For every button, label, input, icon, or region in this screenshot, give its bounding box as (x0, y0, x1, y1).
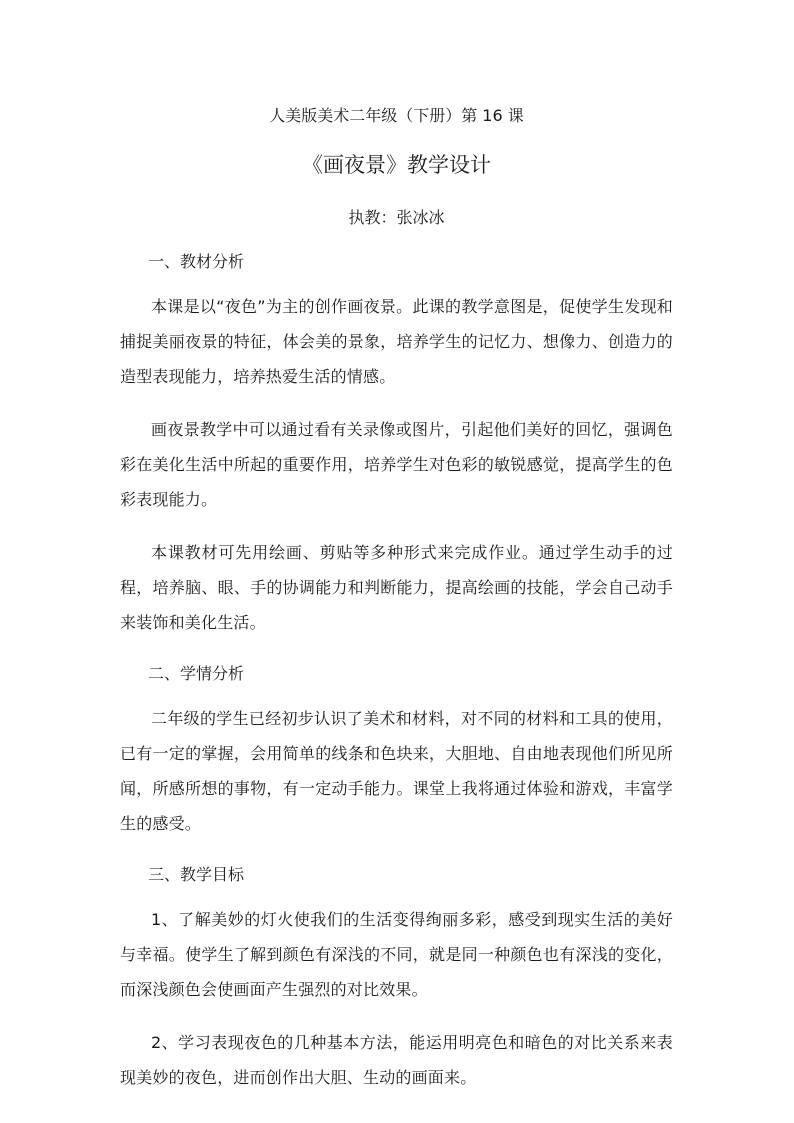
paragraph: 本课教材可先用绘画、剪贴等多种形式来完成作业。通过学生动手的过程，培养脑、眼、手的协调能力和判断能力，提高绘画的技能，学会自己动手来装饰和美化生活。 (120, 543, 673, 632)
document-title: 《画夜景》教学设计 (302, 153, 491, 177)
lesson-subtitle: 人美版美术二年级（下册）第 16 课 (269, 106, 524, 125)
paragraph: 2、学习表现夜色的几种基本方法，能运用明亮色和暗色的对比关系来表现美妙的夜色，进而创作出大胆、生动的画面来。 (120, 1033, 673, 1087)
paragraph: 1、了解美妙的灯火使我们的生活变得绚丽多彩，感受到现实生活的美好与幸福。使学生了解到颜色有深浅的不同，就是同一种颜色也有深浅的变化，而深浅颜色会使画面产生强烈的对比效果。 (120, 910, 673, 999)
section-heading-teaching-goals: 三、教学目标 (148, 865, 245, 884)
paragraph: 本课是以“夜色”为主的创作画夜景。此课的教学意图是，促使学生发现和捕捉美丽夜景的特征，体会美的景象，培养学生的记忆力、想像力、创造力的造型表现能力，培养热爱生活的情感。 (120, 297, 673, 386)
document-content (120, 100, 673, 1095)
section-heading-textbook-analysis: 一、教材分析 (148, 252, 245, 271)
paragraph: 画夜景教学中可以通过看有关录像或图片，引起他们美好的回忆，强调色彩在美化生活中所起的重要作用，培养学生对色彩的敏锐感觉，提高学生的色彩表现能力。 (120, 420, 673, 509)
paragraph: 二年级的学生已经初步认识了美术和材料，对不同的材料和工具的使用，已有一定的掌握，会用简单的线条和色块来，大胆地、自由地表现他们所见所闻，所感所想的事物，有一定动手能力。课堂上我将通过体验和游戏，丰富学生的感受。 (120, 709, 673, 833)
teacher-line: 执教：张冰冰 (348, 208, 445, 227)
section-heading-student-analysis: 二、学情分析 (148, 664, 245, 683)
